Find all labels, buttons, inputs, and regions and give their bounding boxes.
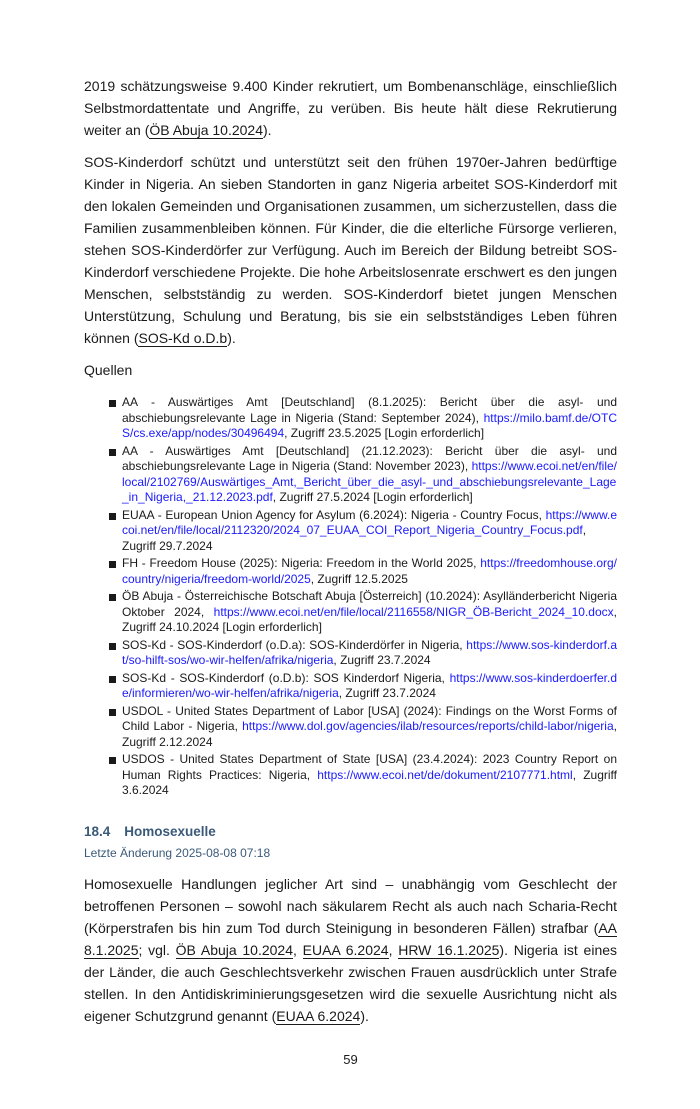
text: , [388,941,399,958]
section-title: Homosexuelle [124,823,216,839]
source-url-link[interactable]: https://milo.bamf.de/OTCS/cs.exe/app/nodes/30496494 [122,410,617,440]
citation-link[interactable]: ÖB Abuja 10.2024 [149,122,264,138]
source-access-date: , Zugriff 12.5.2025 [310,571,408,586]
source-item [108,395,617,442]
text: ). [360,1007,369,1024]
citation-link[interactable]: ÖB Abuja 10.2024 [175,941,294,958]
source-url-link[interactable]: https://www.sos-kinderdorf.at/so-hilft-sos/wo-wir-helfen/afrika/nigeria [122,637,617,667]
source-text: SOS-Kd - SOS-Kinderdorf (o.D.a): SOS-Kinderdörfer in Nigeria, [122,637,467,652]
source-text: AA - Auswärtiges Amt [Deutschland] (21.12.2023): Bericht über die asyl- und abschiebungsrelevante Lage in Nigeria (Stand: November 2023), [122,443,617,473]
text: ). [227,330,236,346]
source-text: AA - Auswärtiges Amt [Deutschland] (8.1.2025): Bericht über die asyl- und abschiebungsrelevante Lage in Nigeria (Stand: September 2024), [122,395,617,425]
source-url-link[interactable]: https://www.ecoi.net/de/dokument/2107771.html [317,767,573,782]
source-item [108,671,617,702]
text: 2019 schätzungsweise 9.400 Kinder rekrutiert, um Bombenanschläge, einschließlich Selbstmordattentate und Angriffe, zu verüben. Bis heute hält diese Rekrutierung weiter an ( [84,78,617,138]
source-access-date: , Zugriff 29.7.2024 [122,523,587,553]
citation-link[interactable]: AA 8.1.2025 [84,919,617,958]
page-number: 59 [343,1051,358,1067]
paragraph-recruitment [84,75,617,141]
text: ; vgl. [138,941,176,958]
source-url-link[interactable]: https://www.ecoi.net/en/file/local/2112320/2024_07_EUAA_COI_Report_Nigeria_Country_Focus.pdf [122,507,617,537]
source-item [108,508,617,555]
source-access-date: , Zugriff 2.12.2024 [122,719,617,749]
source-url-link[interactable]: https://www.ecoi.net/en/file/local/2102769/Auswärtiges_Amt,_Bericht_über_die_asyl-_und_abschiebungsrelevante_Lage_in_Nigeria,_21.12.2023.pdf [122,459,617,504]
source-item [108,704,617,751]
source-access-date: , Zugriff 27.5.2024 [Login erforderlich] [272,490,473,504]
source-access-date: , Zugriff 24.10.2024 [Login erforderlich] [122,604,617,634]
source-text: EUAA - European Union Agency for Asylum (6.2024): Nigeria - Country Focus, [122,507,546,522]
paragraph-sos [84,151,617,349]
source-item [108,556,617,587]
text: , [293,941,303,958]
source-text: SOS-Kd - SOS-Kinderdorf (o.D.b): SOS Kinderdorf Nigeria, [122,670,450,685]
source-text: FH - Freedom House (2025): Nigeria: Freedom in the World 2025, [122,556,481,570]
text: SOS-Kinderdorf schützt und unterstützt seit den frühen 1970er-Jahren bedürftige Kinder in Nigeria. An sieben Standorten in ganz Nigeria arbeitet SOS-Kinderdorf mit den lokalen Gemeinden und Organisationen zusammen, um sicherzustellen, dass die Familien zusammenbleiben können. Für Kinder, die die elterliche Fürsorge verlieren, stehen SOS-Kinderdörfer zur Verfügung. Auch im Bereich der Bildung betreibt SOS-Kinderdorf verschiedene Projekte. Die hohe Arbeitslosenrate erschwert es den jungen Menschen, selbstständig zu werden. SOS-Kinderdorf bietet jungen Menschen Unterstützung, Schulung und Beratung, bis sie ein selbstständiges Leben führen können ( [84,154,617,346]
source-access-date: , Zugriff 23.5.2025 [Login erforderlich] [284,426,485,440]
text: ). [263,122,272,138]
citation-link[interactable]: EUAA 6.2024 [276,1007,361,1024]
section-homosexuelle [84,823,617,1027]
source-access-date: , Zugriff 23.7.2024 [333,653,431,667]
paragraph-homosexuality [84,873,617,1027]
source-item [108,589,617,636]
text: ). Nigeria ist eines der Länder, die auch Geschlechtsverkehr zwischen Frauen ausdrücklich unter Strafe stellen. In den Antidiskriminierungsgesetzen wird die sexuelle Ausrichtung nicht als eigener Schutzgrund genannt ( [84,941,618,1024]
source-item [108,638,617,669]
source-text: USDOL - United States Department of Labor [USA] (2024): Findings on the Worst Forms of Child Labor - Nigeria, [122,703,617,733]
source-url-link[interactable]: https://www.ecoi.net/en/file/local/2116558/NIGR_ÖB-Bericht_2024_10.docx [213,604,614,619]
citation-link[interactable]: HRW 16.1.2025 [398,941,500,958]
last-modified: Letzte Änderung 2025-08-08 07:18 [84,845,271,860]
source-access-date: , Zugriff 23.7.2024 [338,686,436,700]
section-number: 18.4 [84,823,111,839]
source-url-link[interactable]: https://www.dol.gov/agencies/ilab/resources/reports/child-labor/nigeria [242,719,614,733]
sources-label: Quellen [84,362,133,378]
source-item [108,444,617,506]
source-url-link[interactable]: https://www.sos-kinderdoerfer.de/informieren/wo-wir-helfen/afrika/nigeria [122,670,617,700]
source-text: USDOS - United States Department of State [USA] (23.4.2024): 2023 Country Report on Human Rights Practices: Nigeria, [122,752,617,782]
source-item [108,752,617,799]
citation-link[interactable]: EUAA 6.2024 [302,941,389,958]
body-top [84,75,617,381]
sources-list [84,395,617,799]
section-heading [84,823,617,841]
sources [84,395,617,801]
source-url-link[interactable]: https://freedomhouse.org/country/nigeria/freedom-world/2025 [122,556,617,586]
source-access-date: , Zugriff 3.6.2024 [122,767,617,797]
source-text: ÖB Abuja - Österreichische Botschaft Abuja [Österreich] (10.2024): Asylländerbericht Nigeria Oktober 2024, [122,589,617,619]
citation-link[interactable]: SOS-Kd o.D.b [138,330,228,346]
text: Homosexuelle Handlungen jeglicher Art sind – unabhängig vom Geschlecht der betroffenen Personen – sowohl nach säkularem Recht als auch nach Scharia-Recht (Körperstrafen bis hin zum Tod durch Steinigung in besonderen Fällen) strafbar ( [84,875,617,936]
